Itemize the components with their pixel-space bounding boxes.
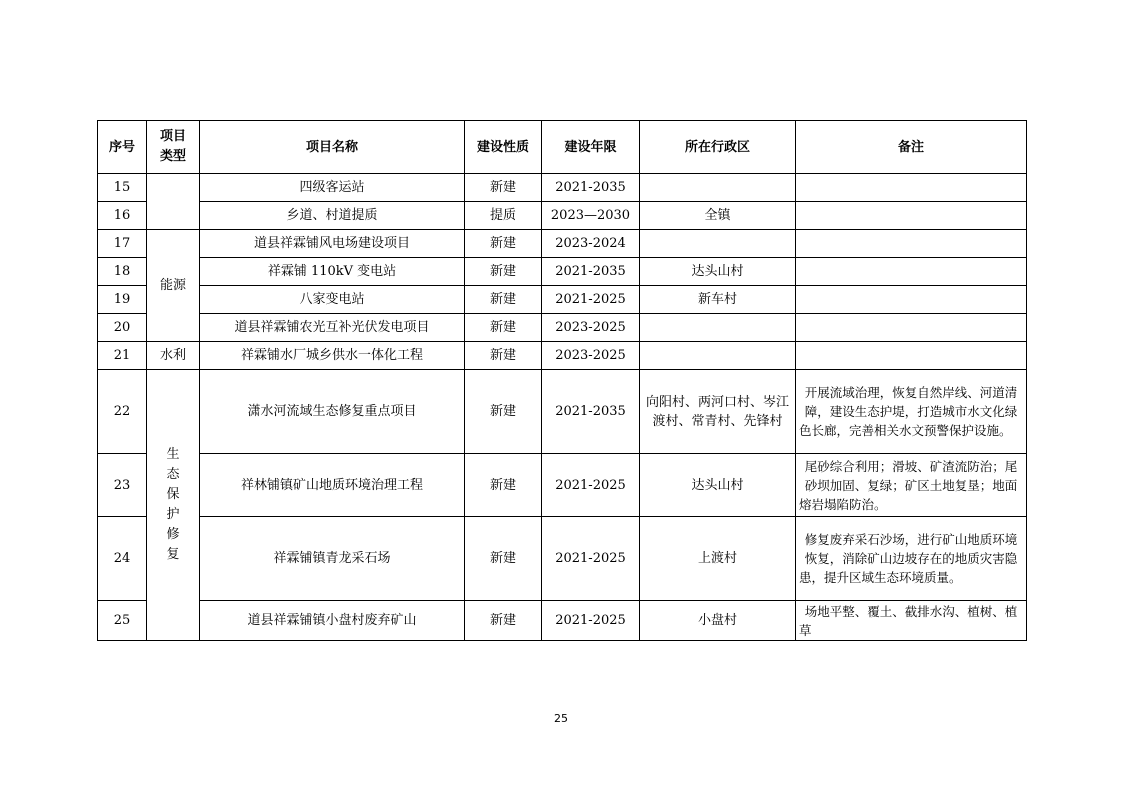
row-no: 23 <box>98 454 147 517</box>
header-name: 项目名称 <box>200 121 465 174</box>
row-no: 16 <box>98 202 147 230</box>
row-period: 2023-2025 <box>542 342 640 370</box>
page-number: 25 <box>554 712 568 725</box>
row-region: 全镇 <box>640 202 796 230</box>
row-remark <box>796 230 1027 258</box>
row-nature: 提质 <box>465 202 542 230</box>
header-row <box>98 121 1027 174</box>
table-row <box>98 342 1027 370</box>
header-region: 所在行政区 <box>640 121 796 174</box>
row-period: 2021-2035 <box>542 370 640 454</box>
row-nature: 新建 <box>465 286 542 314</box>
row-name: 祥霖铺水厂城乡供水一体化工程 <box>200 342 465 370</box>
row-no: 22 <box>98 370 147 454</box>
row-name: 乡道、村道提质 <box>200 202 465 230</box>
row-region: 新车村 <box>640 286 796 314</box>
row-region <box>640 342 796 370</box>
row-nature: 新建 <box>465 454 542 517</box>
row-name: 祥霖铺 110kV 变电站 <box>200 258 465 286</box>
row-name: 祥霖铺镇青龙采石场 <box>200 517 465 601</box>
header-type-label: 项目类型 <box>159 129 186 164</box>
row-no: 17 <box>98 230 147 258</box>
row-remark <box>796 258 1027 286</box>
table-row <box>98 202 1027 230</box>
category-eco-label: 生态保护修复 <box>166 447 180 562</box>
row-remark: 尾砂综合利用；滑坡、矿渣流防治；尾砂坝加固、复绿；矿区土地复垦；地面熔岩塌陷防治。 <box>796 454 1027 517</box>
row-remark: 修复废弃采石沙场，进行矿山地质环境恢复，消除矿山边坡存在的地质灾害隐患，提升区域生态环境质量。 <box>796 517 1027 601</box>
header-period: 建设年限 <box>542 121 640 174</box>
category-eco <box>147 370 200 641</box>
row-no: 21 <box>98 342 147 370</box>
row-region <box>640 314 796 342</box>
category-energy: 能源 <box>147 230 200 342</box>
table-row <box>98 517 1027 601</box>
row-remark: 场地平整、覆土、截排水沟、植树、植草 <box>796 601 1027 641</box>
row-nature: 新建 <box>465 601 542 641</box>
row-region: 上渡村 <box>640 517 796 601</box>
row-no: 19 <box>98 286 147 314</box>
row-no: 18 <box>98 258 147 286</box>
row-no: 24 <box>98 517 147 601</box>
header-remark: 备注 <box>796 121 1027 174</box>
row-period: 2021-2025 <box>542 286 640 314</box>
row-nature: 新建 <box>465 258 542 286</box>
row-name: 潇水河流域生态修复重点项目 <box>200 370 465 454</box>
row-type-empty <box>147 174 200 230</box>
row-no: 25 <box>98 601 147 641</box>
table-row <box>98 258 1027 286</box>
row-period: 2021-2035 <box>542 174 640 202</box>
row-nature: 新建 <box>465 230 542 258</box>
header-no: 序号 <box>98 121 147 174</box>
table-row <box>98 601 1027 641</box>
row-remark <box>796 342 1027 370</box>
table-row <box>98 230 1027 258</box>
category-water: 水利 <box>147 342 200 370</box>
project-table <box>97 120 1027 641</box>
row-region <box>640 174 796 202</box>
row-region: 达头山村 <box>640 454 796 517</box>
row-remark <box>796 174 1027 202</box>
row-period: 2021-2035 <box>542 258 640 286</box>
row-period: 2021-2025 <box>542 601 640 641</box>
row-nature: 新建 <box>465 314 542 342</box>
row-region: 达头山村 <box>640 258 796 286</box>
row-nature: 新建 <box>465 517 542 601</box>
row-name: 道县祥霖铺农光互补光伏发电项目 <box>200 314 465 342</box>
row-name: 道县祥霖铺镇小盘村废弃矿山 <box>200 601 465 641</box>
table-row <box>98 174 1027 202</box>
header-nature: 建设性质 <box>465 121 542 174</box>
row-period: 2021-2025 <box>542 454 640 517</box>
table-row <box>98 286 1027 314</box>
row-remark <box>796 286 1027 314</box>
table-row <box>98 314 1027 342</box>
row-nature: 新建 <box>465 174 542 202</box>
row-remark <box>796 314 1027 342</box>
row-region: 小盘村 <box>640 601 796 641</box>
row-name: 道县祥霖铺风电场建设项目 <box>200 230 465 258</box>
row-nature: 新建 <box>465 342 542 370</box>
table-row <box>98 454 1027 517</box>
row-no: 20 <box>98 314 147 342</box>
row-remark <box>796 202 1027 230</box>
row-name: 八家变电站 <box>200 286 465 314</box>
table-row <box>98 370 1027 454</box>
row-region: 向阳村、两河口村、岑江渡村、常青村、先锋村 <box>640 370 796 454</box>
row-period: 2023-2025 <box>542 314 640 342</box>
row-period: 2023—2030 <box>542 202 640 230</box>
row-remark: 开展流域治理，恢复自然岸线、河道清障，建设生态护堤，打造城市水文化绿色长廊，完善相关水文预警保护设施。 <box>796 370 1027 454</box>
row-period: 2021-2025 <box>542 517 640 601</box>
row-name: 祥林铺镇矿山地质环境治理工程 <box>200 454 465 517</box>
row-region <box>640 230 796 258</box>
row-name: 四级客运站 <box>200 174 465 202</box>
row-no: 15 <box>98 174 147 202</box>
header-type <box>147 121 200 174</box>
row-nature: 新建 <box>465 370 542 454</box>
row-period: 2023-2024 <box>542 230 640 258</box>
